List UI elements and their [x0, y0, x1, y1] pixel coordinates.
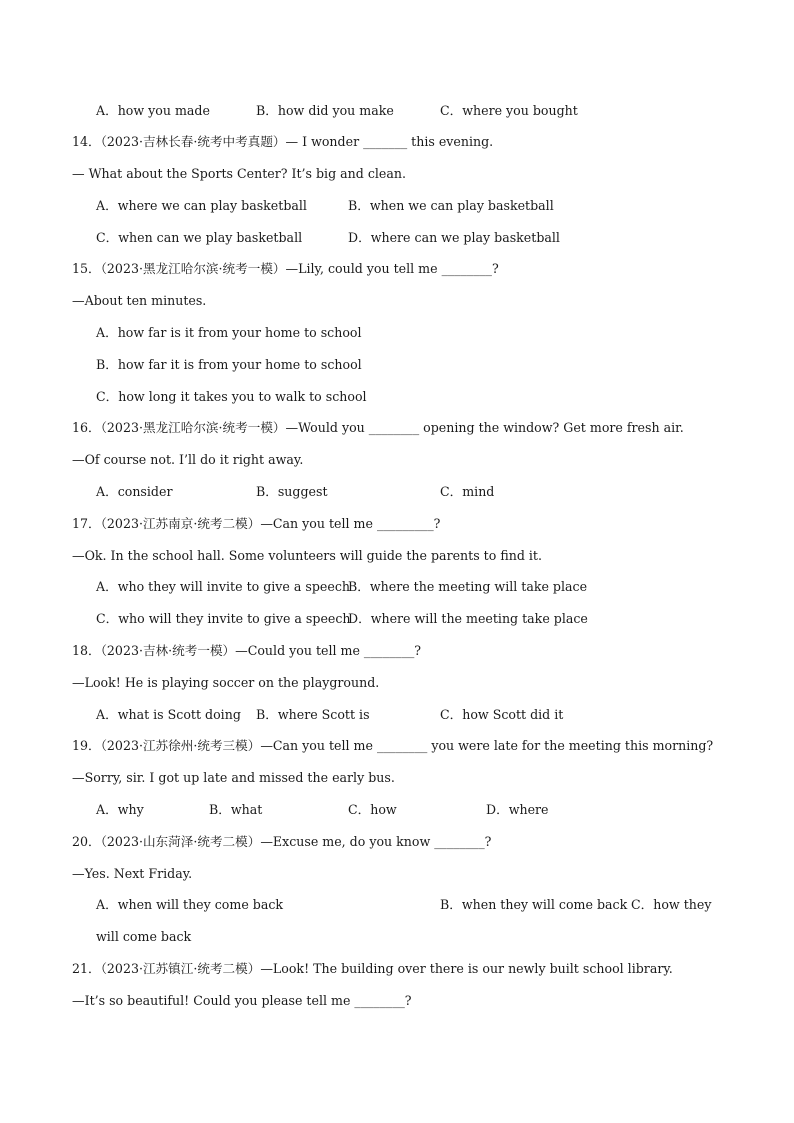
q19-option-d: D．where	[486, 802, 549, 817]
q14-reply: — What about the Sports Center? It’s big and clean.	[72, 166, 406, 181]
q21-stem: 21．（2023·江苏镇江·统考二模）—Look! The building over there is our newly built school library.	[72, 961, 673, 976]
q16-option-a: A．consider	[96, 484, 173, 499]
q18-option-b: B．where Scott is	[256, 707, 370, 722]
q15-option-b: B．how far it is from your home to school	[96, 357, 362, 372]
q19-option-a: A．why	[96, 802, 144, 817]
q13-option-a: A．how you made	[96, 103, 210, 118]
q16-reply: —Of course not. I’ll do it right away.	[72, 452, 304, 467]
q17-option-c: C．who will they invite to give a speech	[96, 611, 351, 626]
q15-option-a: A．how far is it from your home to school	[96, 325, 362, 340]
q16-option-c: C．mind	[440, 484, 495, 499]
q14-option-c: C．when can we play basketball	[96, 230, 303, 245]
q17-option-a: A．who they will invite to give a speech	[96, 579, 350, 594]
q20-reply: —Yes. Next Friday.	[72, 866, 193, 881]
q17-option-b: B．where the meeting will take place	[348, 579, 588, 594]
q14-option-d: D．where can we play basketball	[348, 230, 560, 245]
q21-reply: —It’s so beautiful! Could you please tell me ________?	[72, 993, 412, 1008]
q20-option-c: C．how they	[631, 897, 712, 912]
q18-reply: —Look! He is playing soccer on the playground.	[72, 675, 380, 690]
q20-option-a: A．when will they come back	[96, 897, 284, 912]
q15-option-c: C．how long it takes you to walk to school	[96, 389, 367, 404]
q18-option-a: A．what is Scott doing	[96, 707, 241, 722]
q14-option-b: B．when we can play basketball	[348, 198, 554, 213]
q19-reply: —Sorry, sir. I got up late and missed the early bus.	[72, 770, 395, 785]
q14-option-a: A．where we can play basketball	[96, 198, 307, 213]
q17-reply: —Ok. In the school hall. Some volunteers will guide the parents to find it.	[72, 548, 542, 563]
q16-stem: 16．（2023·黑龙江哈尔滨·统考一模）—Would you ________ opening the window? Get more fresh air.	[72, 420, 684, 435]
q18-option-c: C．how Scott did it	[440, 707, 564, 722]
q19-option-b: B．what	[209, 802, 263, 817]
q20-stem: 20．（2023·山东菏泽·统考二模）—Excuse me, do you know ________?	[72, 834, 492, 849]
q17-stem: 17．（2023·江苏南京·统考二模）—Can you tell me _________?	[72, 516, 441, 531]
q17-option-d: D．where will the meeting take place	[348, 611, 588, 626]
q18-stem: 18．（2023·吉林·统考一模）—Could you tell me ________?	[72, 643, 422, 658]
q20-option-b: B．when they will come back	[440, 897, 628, 912]
q14-stem: 14．（2023·吉林长春·统考中考真题）— I wonder _______ this evening.	[72, 134, 494, 149]
q16-option-b: B．suggest	[256, 484, 328, 499]
q15-stem: 15．（2023·黑龙江哈尔滨·统考一模）—Lily, could you tell me ________?	[72, 261, 499, 276]
q19-stem: 19．（2023·江苏徐州·统考三模）—Can you tell me ________ you were late for the meeting this morning?	[72, 738, 714, 753]
q13-option-c: C．where you bought	[440, 103, 578, 118]
q19-option-c: C．how	[348, 802, 397, 817]
q20-option-c-continued: will come back	[96, 929, 192, 944]
q13-option-b: B．how did you make	[256, 103, 394, 118]
q15-reply: —About ten minutes.	[72, 293, 207, 308]
